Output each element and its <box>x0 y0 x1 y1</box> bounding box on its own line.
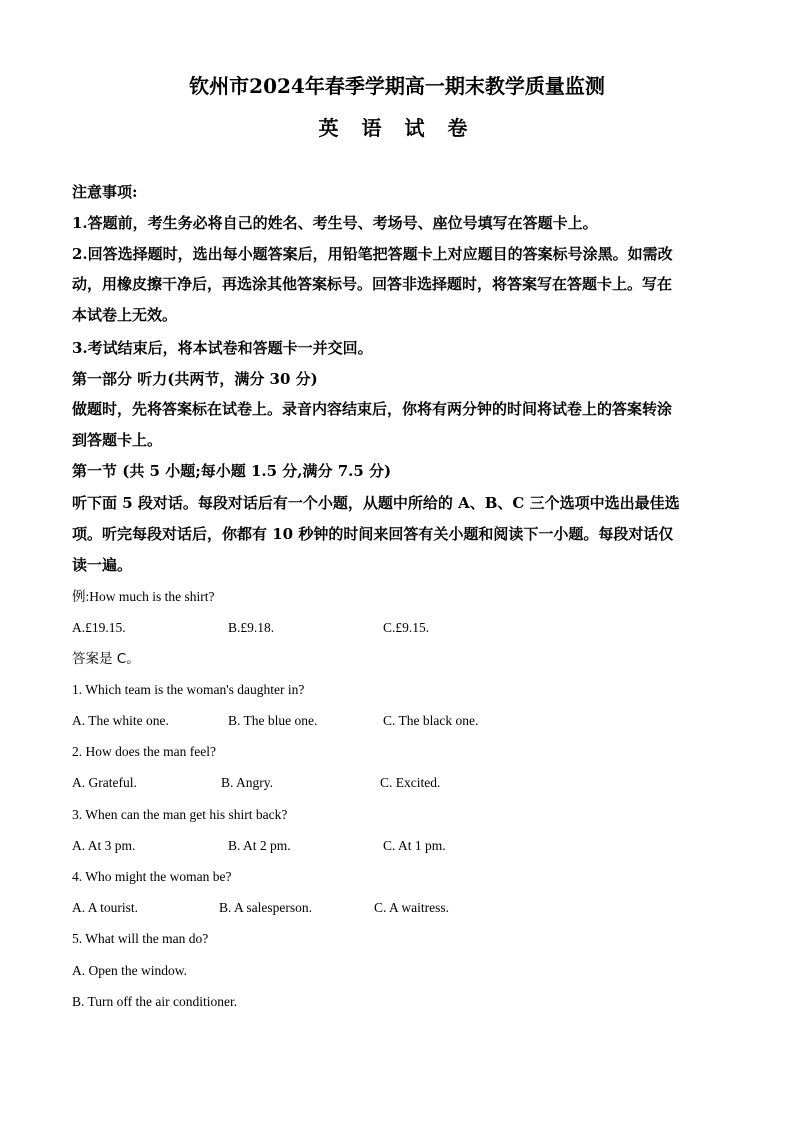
question-1-option-b: B. The blue one. <box>228 713 318 728</box>
notice-heading: 注意事项: <box>72 183 138 201</box>
notice-item-2-line-2: 动，用橡皮擦干净后，再选涂其他答案标号。回答非选择题时，将答案写在答题卡上。写在 <box>72 275 673 293</box>
question-4: 4. Who might the woman be? <box>72 869 232 884</box>
notice-item-2-line-3: 本试卷上无效。 <box>72 306 178 324</box>
notice-item-3: 3.考试结束后，将本试卷和答题卡一并交回。 <box>72 339 373 357</box>
part1-instruction-line-2: 到答题卡上。 <box>72 431 163 449</box>
question-2-option-a: A. Grateful. <box>72 775 137 790</box>
section1-instruction-line-2: 项。听完每段对话后，你都有 10 秒钟的时间来回答有关小题和阅读下一小题。每段对话仅 <box>72 525 674 543</box>
page-title: 钦州市2024年春季学期高一期末教学质量监测 <box>189 74 605 98</box>
part1-heading: 第一部分 听力(共两节，满分 30 分) <box>72 370 318 388</box>
question-3-option-a: A. At 3 pm. <box>72 838 136 853</box>
question-3-option-b: B. At 2 pm. <box>228 838 291 853</box>
notice-item-2-line-1: 2.回答选择题时，选出每小题答案后，用铅笔把答题卡上对应题目的答案标号涂黑。如需改 <box>72 245 673 263</box>
part1-instruction-line-1: 做题时，先将答案标在试卷上。录音内容结束后，你将有两分钟的时间将试卷上的答案转涂 <box>72 400 673 418</box>
question-2-option-c: C. Excited. <box>380 775 441 790</box>
example-option-c: C.£9.15. <box>383 620 430 635</box>
notice-item-1: 1.答题前，考生务必将自己的姓名、考生号、考场号、座位号填写在答题卡上。 <box>72 214 598 232</box>
question-1-option-a: A. The white one. <box>72 713 169 728</box>
question-3-option-c: C. At 1 pm. <box>383 838 446 853</box>
question-4-option-b: B. A salesperson. <box>219 900 312 915</box>
question-5: 5. What will the man do? <box>72 931 209 946</box>
question-2-option-b: B. Angry. <box>221 775 274 790</box>
question-4-option-c: C. A waitress. <box>374 900 450 915</box>
question-3: 3. When can the man get his shirt back? <box>72 807 288 822</box>
page-subtitle: 英 语 试 卷 <box>318 116 476 140</box>
question-2: 2. How does the man feel? <box>72 744 216 759</box>
question-4-option-a: A. A tourist. <box>72 900 139 915</box>
example-option-b: B.£9.18. <box>228 620 275 635</box>
example-question: 例:How much is the shirt? <box>72 589 215 604</box>
section1-heading: 第一节 (共 5 小题;每小题 1.5 分,满分 7.5 分) <box>72 462 392 480</box>
section1-instruction-line-1: 听下面 5 段对话。每段对话后有一个小题，从题中所给的 A、B、C 三个选项中选出最佳选 <box>72 494 680 512</box>
example-option-a: A.£19.15. <box>72 620 126 635</box>
question-1-option-c: C. The black one. <box>383 713 479 728</box>
question-5-option-b: B. Turn off the air conditioner. <box>72 994 238 1009</box>
section1-instruction-line-3: 读一遍。 <box>72 556 133 574</box>
question-5-option-a: A. Open the window. <box>72 963 187 978</box>
question-1: 1. Which team is the woman's daughter in? <box>72 682 305 697</box>
example-answer: 答案是 C。 <box>72 651 140 667</box>
